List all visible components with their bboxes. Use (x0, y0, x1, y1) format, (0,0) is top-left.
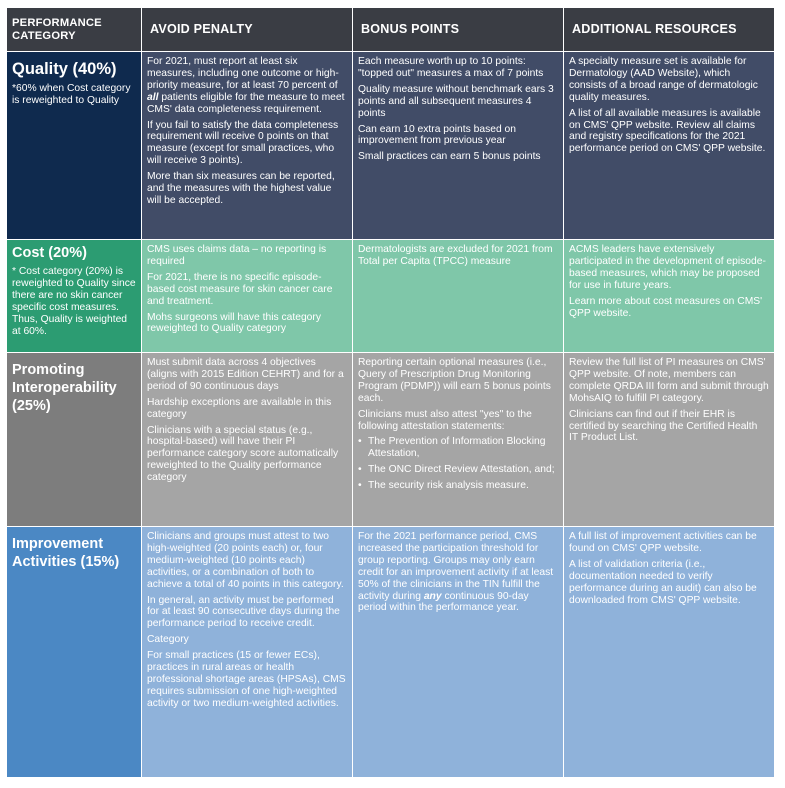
ia-avoid-p3: Category (147, 634, 189, 646)
ia-avoid-p1: Clinicians and groups must attest to two high-weighted (20 points each) or, four medium-weighted (10 points each) activities, or a combination of both to achieve a total of 40 points in this category. (147, 531, 344, 590)
ia-resources-p2: A list of validation criteria (i.e., documentation needed to verify performance during an audit) can also be downloaded from CMS' QPP website. (569, 558, 757, 606)
list-item: • The security risk analysis measure. (358, 480, 558, 492)
ia-resources (564, 527, 775, 778)
cost-bonus-p1: Dermatologists are excluded for 2021 from Total per Capita (TPCC) measure (358, 244, 553, 267)
ia-bonus-p1: For the 2021 performance period, CMS increased the participation threshold for group reporting. Groups may only earn credit for an improvement activity if at least 50% of the clinicians in the TIN fulfill the activity during any continuous 90-day period within the performance year. (358, 531, 554, 614)
quality-avoid-penalty (142, 52, 353, 240)
performance-table (7, 8, 775, 778)
cost-category-cell (7, 240, 142, 353)
header-additional-resources-label: ADDITIONAL RESOURCES (572, 22, 737, 37)
header-bonus-points-label: BONUS POINTS (361, 22, 460, 37)
ia-avoid-p2: In general, an activity must be performed for at least 90 consecutive days during the performance period to receive credit. (147, 594, 340, 630)
ia-avoid-p4: For small practices (15 or fewer ECs), practices in rural areas or health professional shortage areas (HPSAs), CMS requires submission of one high-weighted activity or two medium-weighted activities. (147, 650, 346, 709)
quality-title: Quality (40%) (12, 60, 117, 78)
header-category-label: PERFORMANCE CATEGORY (12, 17, 102, 42)
quality-resources-p2: A list of all available measures is available on CMS' QPP website. Review all claims and registry specifications for the 2021 performance period on CMS' QPP website. (569, 107, 766, 155)
cost-resources-p1: ACMS leaders have extensively participated in the development of episode-based measures, which may be proposed for use in future years. (569, 244, 766, 291)
header-avoid-penalty-label: AVOID PENALTY (150, 22, 253, 37)
header-additional-resources (564, 8, 775, 52)
quality-bonus-p1: Each measure worth up to 10 points: "topped out" measures a max of 7 points (358, 56, 544, 79)
quality-category-cell (7, 52, 142, 240)
ia-avoid-penalty (142, 527, 353, 778)
pi-bonus-points (353, 353, 564, 527)
ia-title: Improvement Activities (15%) (12, 536, 120, 570)
pi-avoid-p3: Clinicians with a special status (e.g., hospital-based) will have their PI performance category score automatically reweighted to the Quality performance category (147, 424, 339, 484)
cost-resources-p2: Learn more about cost measures on CMS' QPP website. (569, 295, 763, 319)
quality-resources (564, 52, 775, 240)
pi-resources-p1: Review the full list of PI measures on CMS' QPP website. Of note, members can complete QRDA III form and submit through MohsAIQ to fulfill PI category. (569, 357, 769, 404)
quality-bonus-p4: Small practices can earn 5 bonus points (358, 151, 541, 163)
cost-avoid-p3: Mohs surgeons will have this category reweighted to Quality category (147, 311, 321, 335)
cost-resources (564, 240, 775, 353)
list-item: • The ONC Direct Review Attestation, and; (358, 464, 558, 476)
pi-bonus-p2: Clinicians must also attest "yes" to the following attestation statements: (358, 408, 532, 432)
quality-resources-p1: A specialty measure set is available for Dermatology (AAD Website), which consists of a broad range of dermatologic quality measures. (569, 56, 758, 103)
quality-avoid-p3: More than six measures can be reported, and the measures with the highest value will be accepted. (147, 171, 335, 206)
pi-resources (564, 353, 775, 527)
ia-bonus-points (353, 527, 564, 778)
quality-bonus-points (353, 52, 564, 240)
ia-resources-p1: A full list of improvement activities can be found on CMS' QPP website. (569, 531, 757, 554)
cost-bonus-points (353, 240, 564, 353)
header-category (7, 8, 142, 52)
quality-bonus-p2: Quality measure without benchmark ears 3 points and all subsequent measures 4 points (358, 83, 554, 119)
quality-avoid-p2: If you fail to satisfy the data completeness requirement will receive 0 points on that measure (except for small practices, who will receive 3 points). (147, 119, 339, 167)
header-bonus-points (353, 8, 564, 52)
cost-note: * Cost category (20%) is reweighted to Quality since there are no skin cancer specific cost measures. Thus, Quality is weighted at 60%. (12, 266, 136, 337)
pi-avoid-p2: Hardship exceptions are available in this category (147, 396, 332, 420)
quality-note: *60% when Cost category is reweighted to Quality (12, 83, 131, 106)
pi-bonus-p1: Reporting certain optional measures (i.e., Query of Prescription Drug Monitoring Program (PDMP)) will earn 5 bonus points each. (358, 357, 551, 404)
cost-title: Cost (20%) (12, 245, 87, 261)
quality-avoid-p1: For 2021, must report at least six measures, including one outcome or high-priority measure, for at least 70 percent of all patients eligible for the measure to meet CMS' data completeness requirement. (147, 56, 345, 115)
cost-avoid-penalty (142, 240, 353, 353)
pi-attestation-list (358, 436, 558, 492)
pi-avoid-p1: Must submit data across 4 objectives (aligns with 2015 Edition CEHRT) and for a period of 90 continuous days (147, 357, 344, 392)
cost-avoid-p1: CMS uses claims data – no reporting is required (147, 244, 327, 267)
quality-bonus-p3: Can earn 10 extra points based on improvement from previous year (358, 123, 516, 147)
header-avoid-penalty (142, 8, 353, 52)
pi-category-cell (7, 353, 142, 527)
pi-title: Promoting Interoperability (25%) (12, 362, 117, 414)
list-item: • The Prevention of Information Blocking Attestation, (358, 436, 558, 460)
pi-resources-p2: Clinicians can find out if their EHR is certified by searching the Certified Health IT Product List. (569, 408, 758, 444)
cost-avoid-p2: For 2021, there is no specific episode-based cost measure for skin cancer care and treatment. (147, 271, 333, 307)
pi-avoid-penalty (142, 353, 353, 527)
ia-category-cell (7, 527, 142, 778)
